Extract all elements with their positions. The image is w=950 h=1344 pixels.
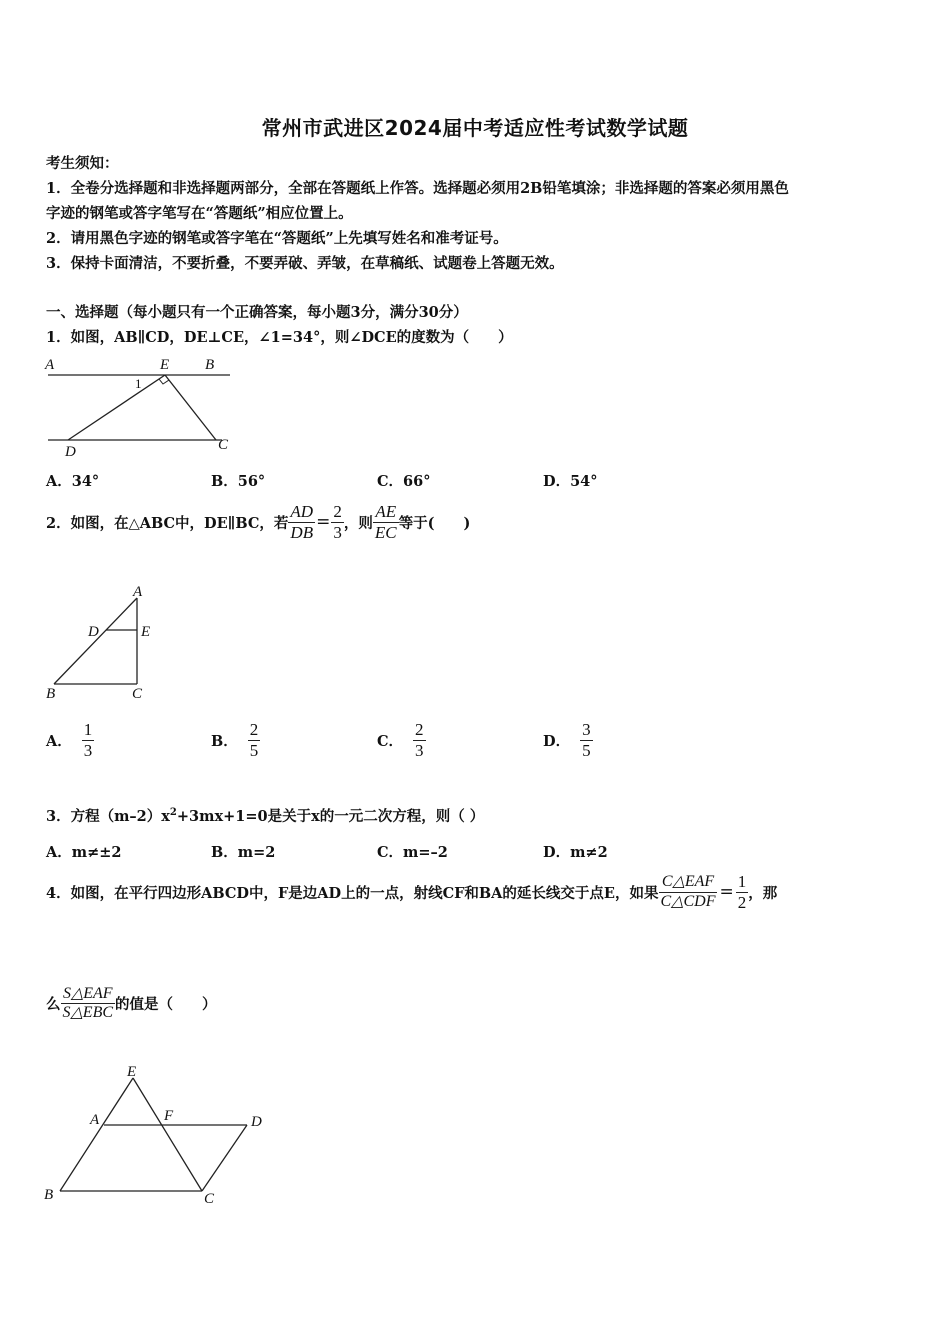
q2-option-a-num: 1: [83, 720, 93, 739]
q4-line-dc: [202, 1125, 247, 1191]
q1-label-d: D: [65, 444, 76, 460]
q4-fraction-area: [61, 985, 116, 1023]
notice-heading: 考生须知：: [46, 155, 119, 172]
section-heading: 一、选择题（每小题只有一个正确答案，每小题3分，满分30分）: [46, 304, 468, 321]
q4-text-line2: [46, 985, 217, 1023]
page-title: 常州市武进区2024届中考适应性考试数学试题: [261, 116, 689, 140]
q3-option-b[interactable]: B．m=2: [211, 844, 276, 861]
q2-option-a-letter: A．: [46, 732, 72, 750]
q4-label-a: A: [90, 1112, 100, 1128]
q2-frac2-num: 2: [333, 502, 342, 521]
q4-frac1-num: C△EAF: [661, 873, 715, 891]
q4-frac3-num: S△EAF: [62, 985, 113, 1002]
q1-figure: [40, 352, 235, 460]
q2-option-d-fraction: [580, 720, 593, 760]
q4-label-b: B: [44, 1187, 54, 1203]
q2-option-c[interactable]: [377, 720, 426, 760]
q4-label-f: F: [164, 1108, 174, 1124]
q2-option-c-den: 3: [415, 740, 424, 760]
q3-superscript: 2: [169, 807, 177, 819]
q1-line-de: [68, 375, 165, 440]
q2-option-a[interactable]: [46, 720, 94, 760]
q1-label-e: E: [160, 357, 170, 373]
q3-option-a[interactable]: A．m≠±2: [46, 844, 122, 861]
q2-frac1-den: DB: [290, 522, 314, 542]
q2-option-b-num: 2: [249, 720, 259, 739]
q4-label-e: E: [127, 1064, 137, 1080]
q4-equals: =: [719, 882, 734, 903]
q3-option-c[interactable]: C．m=–2: [377, 844, 448, 861]
q2-option-a-den: 3: [83, 740, 93, 760]
q2-option-c-fraction: [413, 720, 426, 760]
q2-label-e: E: [141, 624, 151, 640]
q2-option-c-letter: C．: [377, 732, 404, 750]
q2-label-c: C: [132, 686, 143, 702]
q2-option-d-num: 3: [582, 720, 591, 739]
q4-text: [46, 872, 777, 912]
q1-option-a[interactable]: A．34°: [46, 473, 100, 490]
q4-figure: [40, 1060, 270, 1208]
q3-option-d[interactable]: D．m≠2: [543, 844, 608, 861]
q4-line2-post: 的值是（ ）: [115, 996, 217, 1014]
q1-label-b: B: [205, 357, 215, 373]
q4-label-d: D: [251, 1114, 262, 1130]
q2-option-a-fraction: [82, 720, 95, 760]
q2-text-mid: ，则: [343, 514, 373, 532]
q2-frac3-num: AE: [375, 502, 397, 521]
q1-label-c: C: [218, 437, 229, 453]
q4-text-tail: ，那: [748, 884, 778, 902]
q2-frac1-num: AD: [290, 502, 314, 521]
notice-item-3: 3．保持卡面清洁，不要折叠，不要弄破、弄皱，在草稿纸、试题卷上答题无效。: [46, 255, 564, 272]
q3-text-part2: +3mx+1=0是关于x的一元二次方程，则（ ）: [176, 808, 485, 825]
q2-label-d: D: [88, 624, 99, 640]
q2-frac3-den: EC: [374, 522, 397, 542]
q1-option-c[interactable]: C．66°: [377, 473, 431, 490]
notice-item-1-cont: 字迹的钢笔或答字笔写在“答题纸”相应位置上。: [46, 205, 353, 222]
q4-label-c: C: [204, 1191, 215, 1207]
q2-option-b-den: 5: [249, 740, 259, 760]
q1-option-b[interactable]: B．56°: [211, 473, 266, 490]
q2-option-b[interactable]: [211, 720, 260, 760]
q2-option-d-letter: D．: [543, 732, 571, 750]
q1-label-a: A: [45, 357, 55, 373]
q2-label-b: B: [46, 686, 56, 702]
q2-option-d[interactable]: [543, 720, 593, 760]
q4-frac2-num: 1: [737, 872, 747, 891]
q2-fraction-2-3: [331, 502, 344, 542]
q4-line-be: [60, 1078, 133, 1191]
q4-text-main: 4．如图，在平行四边形ABCD中，F是边AD上的一点，射线CF和BA的延长线交于点E，如果: [46, 884, 659, 902]
q1-label-angle1: 1: [135, 376, 142, 391]
q2-text-pre: 2．如图，在△ABC中，DE∥BC，若: [46, 514, 289, 532]
q1-line-ec: [165, 375, 216, 440]
q4-frac1-den: C△CDF: [660, 892, 716, 910]
q2-text-post: 等于( ): [398, 514, 471, 532]
q2-frac2-den: 3: [333, 522, 342, 542]
q4-line-ec: [133, 1078, 202, 1191]
q4-fraction-perimeter: [659, 873, 718, 911]
q2-option-d-den: 5: [582, 740, 591, 760]
q4-fraction-half: [736, 872, 749, 912]
q2-fraction-ae-ec: [373, 502, 399, 542]
q1-option-d[interactable]: D．54°: [543, 473, 598, 490]
notice-item-2: 2．请用黑色字迹的钢笔或答字笔在“答题纸”上先填写姓名和准考证号。: [46, 230, 508, 247]
q2-label-a: A: [133, 584, 143, 600]
q2-text: [46, 502, 470, 542]
q2-equals: =: [316, 512, 331, 533]
q2-option-b-letter: B．: [211, 732, 238, 750]
q4-line2-pre: 么: [46, 996, 61, 1014]
q4-frac3-den: S△EBC: [62, 1004, 114, 1022]
q2-option-b-fraction: [248, 720, 261, 760]
q2-line-ab: [54, 598, 137, 684]
q1-text: 1．如图，AB∥CD，DE⊥CE，∠1=34°，则∠DCE的度数为（ ）: [46, 329, 513, 346]
q2-fraction-ad-db: [288, 502, 315, 542]
notice-item-1: 1．全卷分选择题和非选择题两部分，全部在答题纸上作答。选择题必须用2B铅笔填涂；非选择题的答案必须用黑色: [46, 180, 789, 197]
q3-text-part1: 3．方程（m–2）x: [46, 808, 170, 825]
q4-frac2-den: 2: [737, 892, 747, 912]
q3-text: [46, 805, 484, 826]
q2-figure: [40, 580, 170, 705]
q2-option-c-num: 2: [415, 720, 424, 739]
q1-right-angle-mark: [159, 379, 169, 384]
